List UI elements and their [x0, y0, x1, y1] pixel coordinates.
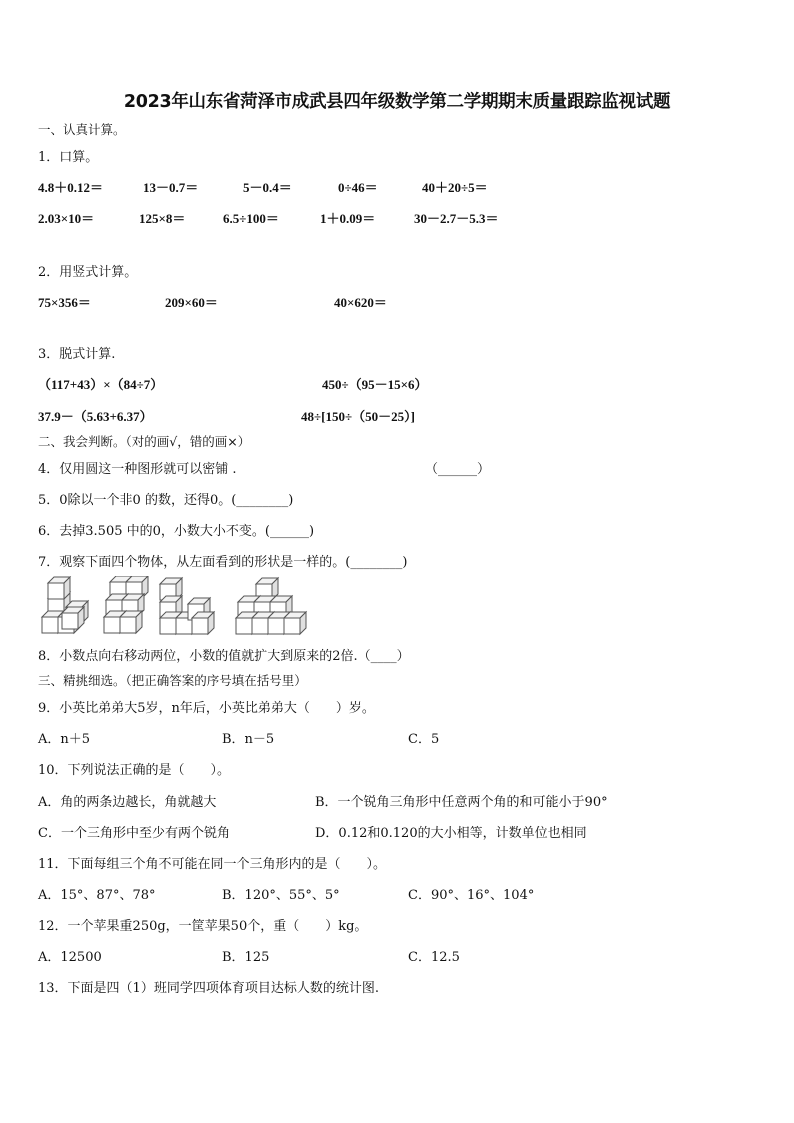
- q13-text: 13．下面是四（1）班同学四项体育项目达标人数的统计图.: [38, 981, 379, 996]
- q11-option-b: B．120°、55°、5°: [222, 888, 340, 903]
- q1-r1-item: 40＋20÷5＝: [422, 180, 488, 195]
- q1-r2-item: 2.03×10＝: [38, 211, 95, 226]
- cube-figure-4: [236, 578, 306, 634]
- q3-item: （117+43）×（84÷7）: [38, 377, 164, 392]
- q11-option-a: A．15°、87°、78°: [38, 888, 156, 903]
- q9-option-c: C．5: [408, 732, 440, 747]
- q1-r1-item: 0÷46＝: [338, 180, 378, 195]
- q1-r2-item: 6.5÷100＝: [223, 211, 279, 226]
- q3-label: 3．脱式计算.: [38, 347, 116, 362]
- q1-r2-item: 1＋0.09＝: [320, 211, 376, 226]
- q2-item: 209×60＝: [165, 295, 218, 310]
- q10-option-b: B．一个锐角三角形中任意两个角的和可能小于90°: [315, 795, 608, 810]
- q7-text: 7．观察下面四个物体，从左面看到的形状是一样的。(________): [38, 555, 408, 570]
- q1-r1-item: 13－0.7＝: [143, 180, 199, 195]
- q9-stem: 9．小英比弟弟大5岁，n年后，小英比弟弟大（ ）岁。: [38, 701, 375, 716]
- section-1-heading: 一、认真计算。: [38, 122, 126, 137]
- q1-r1-item: 5－0.4＝: [243, 180, 292, 195]
- q2-item: 75×356＝: [38, 295, 91, 310]
- section-3-heading: 三、精挑细选。（把正确答案的序号填在括号里）: [38, 673, 307, 688]
- q12-option-a: A．12500: [38, 950, 102, 965]
- q6-text: 6．去掉3.505 中的0，小数大小不变。(______): [38, 524, 315, 539]
- q1-r1-item: 4.8＋0.12＝: [38, 180, 104, 195]
- q1-r2-item: 30－2.7－5.3＝: [414, 211, 499, 226]
- q11-option-c: C．90°、16°、104°: [408, 888, 535, 903]
- q8-text: 8．小数点向右移动两位，小数的值就扩大到原来的2倍.（____）: [38, 649, 410, 664]
- q11-stem: 11．下面每组三个角不可能在同一个三角形内的是（ ）。: [38, 857, 387, 872]
- q3-item: 37.9－（5.63+6.37）: [38, 409, 153, 424]
- q10-option-a: A．角的两条边越长，角就越大: [38, 795, 217, 810]
- cube-figure-3: [160, 578, 214, 634]
- q3-item: 48÷[150÷（50－25）]: [301, 409, 415, 424]
- q12-option-b: B．125: [222, 950, 270, 965]
- q5-text: 5．0除以一个非0 的数，还得0。(________): [38, 493, 294, 508]
- q9-option-a: A．n＋5: [38, 732, 91, 747]
- q12-stem: 12．一个苹果重250g，一筐苹果50个，重（ ）kg。: [38, 919, 368, 934]
- q1-label: 1．口算。: [38, 150, 99, 165]
- q4-text: 4．仅用圆这一种图形就可以密铺 . （______）: [38, 462, 491, 477]
- q7-cube-figures: [38, 576, 328, 636]
- q3-item: 450÷（95－15×6）: [322, 377, 428, 392]
- q10-option-d: D．0.12和0.120的大小相等，计数单位也相同: [315, 826, 587, 841]
- cube-figure-1: [42, 577, 88, 633]
- q10-option-c: C．一个三角形中至少有两个锐角: [38, 826, 230, 841]
- q12-option-c: C．12.5: [408, 950, 460, 965]
- q2-item: 40×620＝: [334, 295, 387, 310]
- page-title: 2023年山东省菏泽市成武县四年级数学第二学期期末质量跟踪监视试题: [123, 92, 671, 112]
- q2-label: 2．用竖式计算。: [38, 265, 138, 280]
- q10-stem: 10．下列说法正确的是（ ）。: [38, 763, 231, 778]
- cube-figure-2: [104, 576, 148, 633]
- q1-r2-item: 125×8＝: [139, 211, 186, 226]
- section-2-heading: 二、我会判断。（对的画√，错的画×）: [38, 434, 251, 449]
- q9-option-b: B．n－5: [222, 732, 275, 747]
